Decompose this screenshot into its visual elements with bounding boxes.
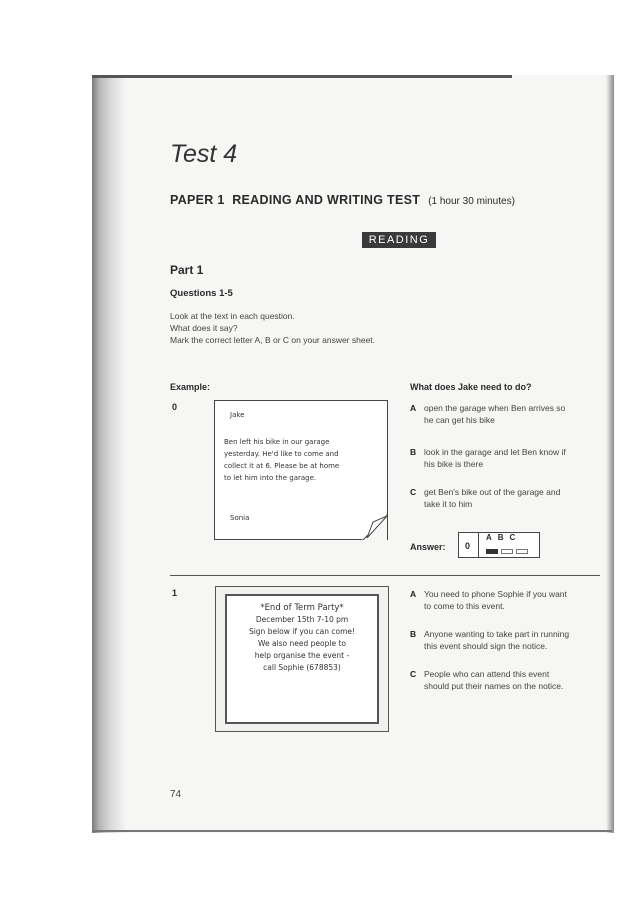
poster-text (225, 602, 379, 674)
page-number: 74 (170, 789, 182, 800)
answer-lozenge-b (501, 549, 513, 554)
note-recipient: Jake (230, 411, 245, 419)
reading-section-banner: READING (362, 232, 436, 248)
instruction-line: Look at the text in each question. (170, 311, 295, 321)
paper-name: PAPER 1 READING AND WRITING TEST (170, 193, 421, 207)
note-body (224, 436, 384, 484)
page-curl-icon (361, 514, 387, 540)
instruction-line: What does it say? (170, 323, 238, 333)
page-right-shadow (606, 75, 614, 833)
note-line: to let him into the garage. (224, 474, 317, 482)
q1-option-b: B Anyone wanting to take part in running this event should sign the notice. (410, 629, 570, 651)
part-label: Part 1 (170, 263, 204, 277)
answer-label: Answer: (410, 542, 446, 552)
poster-line: Sign below if you can come! (248, 627, 356, 636)
example-option-c: C get Ben's bike out of the garage and take it to him (410, 487, 561, 509)
example-option-a: A open the garage when Ben arrives so he can get his bike (410, 403, 566, 425)
paper-title (170, 193, 515, 207)
paper-duration: (1 hour 30 minutes) (428, 196, 515, 207)
poster-line: help organise the event - (254, 651, 350, 660)
page-top-edge (92, 75, 512, 78)
answer-divider (478, 532, 479, 557)
q1-option-a: A You need to phone Sophie if you want to come to this event. (410, 589, 567, 611)
note-line: collect it at 6. Please be at home (224, 462, 340, 470)
poster-title: *End of Term Party* (260, 603, 344, 613)
questions-range: Questions 1-5 (170, 288, 233, 299)
answer-lozenge-a-filled (486, 549, 498, 554)
page-bottom-edge (92, 830, 612, 832)
note-line: Ben left his bike in our garage (224, 438, 330, 446)
example-option-b: B look in the garage and let Ben know if his bike is there (410, 447, 566, 469)
note-signature: Sonia (230, 514, 250, 522)
q1-option-c: C People who can attend this event should put their names on the notice. (410, 669, 564, 691)
example-question: What does Jake need to do? (410, 382, 532, 392)
example-number: 0 (172, 402, 178, 412)
note-line: yesterday. He'd like to come and (224, 450, 339, 458)
page-binding-shadow (92, 75, 126, 833)
poster-line: We also need people to (258, 639, 346, 648)
question-number: 1 (172, 588, 178, 598)
answer-number: 0 (465, 541, 471, 551)
answer-letters: ABC (486, 533, 522, 542)
example-label: Example: (170, 382, 211, 392)
poster-line: call Sophie (678853) (263, 663, 341, 672)
test-title: Test 4 (170, 140, 238, 168)
instruction-line: Mark the correct letter A, B or C on your answer sheet. (170, 335, 376, 345)
answer-lozenge-c (516, 549, 528, 554)
section-divider (170, 575, 600, 576)
poster-line: December 15th 7-10 pm (255, 615, 349, 624)
